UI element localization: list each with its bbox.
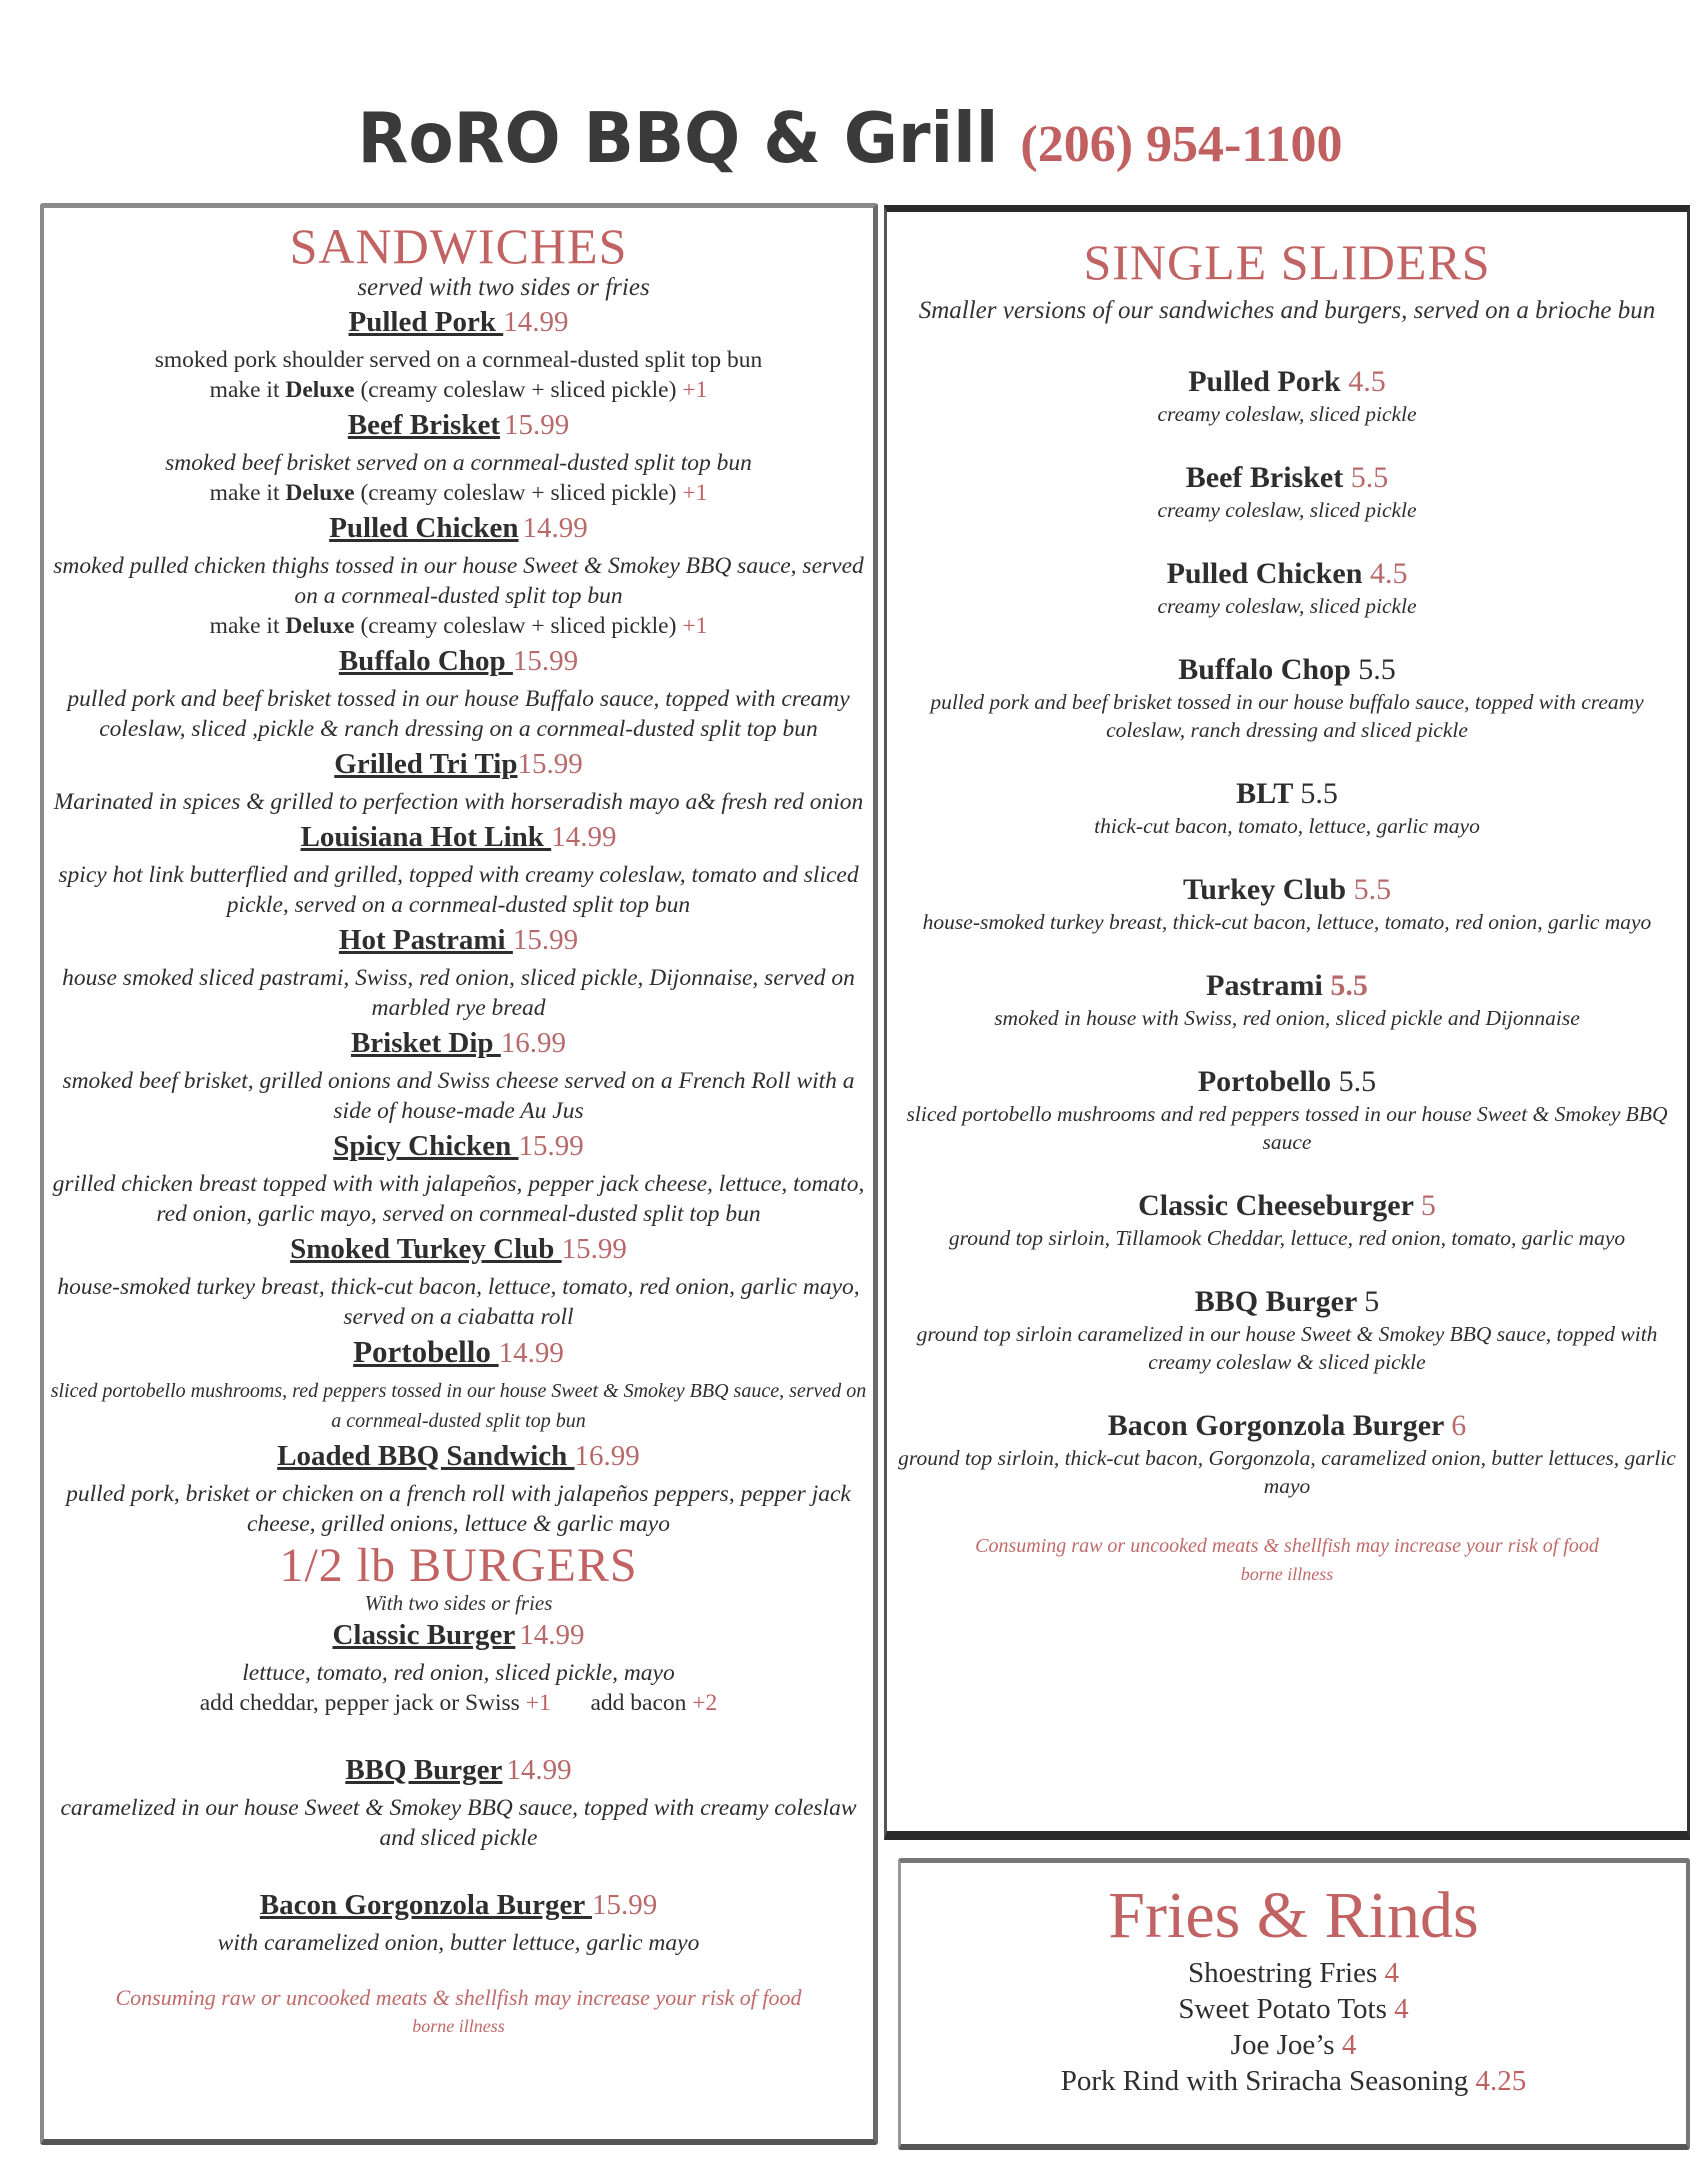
fries-item xyxy=(901,1955,1686,1991)
item-description: pulled pork and beef brisket tossed in our house Buffalo sauce, topped with creamy coleslaw, sliced ,pickle & ranch dressing on a cornmeal-dusted split top bun xyxy=(67,686,850,742)
menu-item xyxy=(44,643,873,744)
item-name: Bacon Gorgonzola Burger xyxy=(1107,1409,1452,1442)
item-name: Loaded BBQ Sandwich xyxy=(277,1440,575,1472)
slider-item xyxy=(887,1284,1687,1376)
slider-item xyxy=(887,556,1687,620)
item-price: 4 xyxy=(1394,1993,1409,2025)
item-description: caramelized in our house Sweet & Smokey BBQ sauce, topped with creamy coleslaw and sliced pickle xyxy=(60,1795,857,1851)
item-name: Spicy Chicken xyxy=(333,1130,519,1162)
item-price: 15.99 xyxy=(512,924,579,956)
food-safety-disclaimer: Consuming raw or uncooked meats & shellfish may increase your risk of food borne illness xyxy=(115,1985,802,2036)
item-description: smoked beef brisket, grilled onions and Swiss cheese served on a French Roll with a side of house-made Au Jus xyxy=(62,1068,855,1124)
item-price: 14.99 xyxy=(498,1337,564,1369)
deluxe-option: make it Deluxe (creamy coleslaw + sliced pickle) +1 xyxy=(209,480,708,506)
item-name: Hot Pastrami xyxy=(338,924,513,956)
item-price: 4.25 xyxy=(1475,2065,1527,2097)
item-name: Bacon Gorgonzola Burger xyxy=(259,1889,592,1921)
item-description: sliced portobello mushrooms, red peppers tossed in our house Sweet & Smokey BBQ sauce, served on a cornmeal-dusted split top bun xyxy=(50,1380,867,1432)
item-name: Smoked Turkey Club xyxy=(290,1233,562,1265)
slider-item xyxy=(887,776,1687,840)
item-price: 16.99 xyxy=(574,1440,640,1472)
menu-item xyxy=(44,1617,873,1718)
fries-title: Fries & Rinds xyxy=(1108,1879,1479,1952)
item-price: 15.99 xyxy=(591,1889,658,1921)
item-name: Portobello xyxy=(1197,1065,1339,1098)
menu-item xyxy=(44,1231,873,1332)
item-description: lettuce, tomato, red onion, sliced pickle, mayo xyxy=(242,1660,675,1686)
item-description: creamy coleslaw, sliced pickle xyxy=(1157,402,1417,426)
item-description: house-smoked turkey breast, thick-cut bacon, lettuce, tomato, red onion, garlic mayo xyxy=(922,910,1652,934)
burgers-subtitle: With two sides or fries xyxy=(364,1591,553,1615)
fries-item xyxy=(901,1991,1686,2027)
item-price: 5.5 xyxy=(1358,653,1396,686)
menu-item xyxy=(44,1025,873,1126)
deluxe-option: make it Deluxe (creamy coleslaw + sliced pickle) +1 xyxy=(209,377,708,403)
item-price: 14.99 xyxy=(506,1754,572,1786)
item-price: 5.5 xyxy=(1350,461,1389,494)
menu-item xyxy=(44,304,873,405)
item-price: 14.99 xyxy=(522,512,588,544)
item-name: Classic Burger xyxy=(332,1619,516,1651)
phone-number: (206) 954-1100 xyxy=(1020,116,1343,173)
item-price: 15.99 xyxy=(517,748,583,780)
slider-item xyxy=(887,364,1687,428)
slider-item xyxy=(887,1408,1687,1500)
item-price: 5.5 xyxy=(1330,969,1368,1002)
deluxe-option: make it Deluxe (creamy coleslaw + sliced pickle) +1 xyxy=(209,613,708,639)
food-safety-disclaimer: Consuming raw or uncooked meats & shellfish may increase your risk of food borne illness xyxy=(975,1535,1599,1584)
menu-item xyxy=(44,1438,873,1539)
item-name: BBQ Burger xyxy=(345,1754,503,1786)
item-name: Louisiana Hot Link xyxy=(300,821,552,853)
slider-item xyxy=(887,1064,1687,1156)
item-name: Grilled Tri Tip xyxy=(334,748,518,780)
sliders-subtitle: Smaller versions of our sandwiches and burgers, served on a brioche bun xyxy=(918,297,1656,324)
item-description: pulled pork, brisket or chicken on a french roll with jalapeños peppers, pepper jack cheese, grilled onions, lettuce & garlic mayo xyxy=(66,1481,851,1537)
item-price: 5.5 xyxy=(1300,777,1338,810)
item-price: 14.99 xyxy=(503,306,569,338)
item-price: 4 xyxy=(1384,1957,1400,1989)
item-price: 4.5 xyxy=(1348,365,1386,398)
item-description: Marinated in spices & grilled to perfection with horseradish mayo a& fresh red onion xyxy=(53,789,864,815)
menu-item xyxy=(44,1887,873,1958)
item-description: with caramelized onion, butter lettuce, garlic mayo xyxy=(217,1930,700,1956)
item-name: BLT xyxy=(1236,777,1301,810)
item-description: pulled pork and beef brisket tossed in our house buffalo sauce, topped with creamy coleslaw, ranch dressing and sliced pickle xyxy=(930,690,1644,742)
item-description: smoked beef brisket served on a cornmeal-dusted split top bun xyxy=(165,450,752,476)
addon-options: add cheddar, pepper jack or Swiss +1 add bacon +2 xyxy=(199,1690,718,1716)
item-price: 5.5 xyxy=(1338,1065,1377,1098)
item-price: 14.99 xyxy=(551,821,617,853)
fries-item xyxy=(901,2063,1686,2099)
item-description: smoked pulled chicken thighs tossed in our house Sweet & Smokey BBQ sauce, served on a cornmeal-dusted split top bun xyxy=(53,553,864,609)
slider-item xyxy=(887,460,1687,524)
item-name: Buffalo Chop xyxy=(1178,653,1359,686)
item-price: 5.5 xyxy=(1353,873,1392,906)
sandwiches-title: SANDWICHES xyxy=(289,218,628,274)
item-name: Pulled Pork xyxy=(348,306,504,338)
item-name: Pork Rind with Sriracha Seasoning xyxy=(1060,2065,1476,2097)
item-name: Portobello xyxy=(353,1334,499,1369)
item-price: 4 xyxy=(1341,2029,1357,2061)
item-price: 16.99 xyxy=(500,1027,567,1059)
item-description: house smoked sliced pastrami, Swiss, red onion, sliced pickle, Dijonnaise, served on marbled rye bread xyxy=(62,965,855,1021)
item-description: spicy hot link butterflied and grilled, topped with creamy coleslaw, tomato and sliced pickle, served on a cornmeal-dusted split top bun xyxy=(58,862,859,918)
item-price: 6 xyxy=(1451,1409,1467,1442)
menu-header xyxy=(0,100,1700,190)
item-name: Turkey Club xyxy=(1182,873,1354,906)
item-description: grilled chicken breast topped with with jalapeños, pepper jack cheese, lettuce, tomato, red onion, garlic mayo, served on cornmeal-dusted split top bun xyxy=(52,1171,865,1227)
menu-item xyxy=(44,819,873,920)
menu-item xyxy=(44,1128,873,1229)
menu-item xyxy=(44,1752,873,1853)
item-description: creamy coleslaw, sliced pickle xyxy=(1157,594,1417,618)
item-name: Buffalo Chop xyxy=(338,645,513,677)
item-price: 5 xyxy=(1420,1189,1436,1222)
item-name: Pulled Chicken xyxy=(1166,557,1370,590)
burgers-title: 1/2 lb BURGERS xyxy=(279,1539,638,1592)
item-name: BBQ Burger xyxy=(1194,1285,1365,1318)
item-price: 5 xyxy=(1364,1285,1380,1318)
sliders-title: SINGLE SLIDERS xyxy=(1083,234,1491,290)
item-name: Beef Brisket xyxy=(1185,461,1351,494)
item-price: 15.99 xyxy=(518,1130,584,1162)
item-description: ground top sirloin, Tillamook Cheddar, lettuce, red onion, tomato, garlic mayo xyxy=(948,1226,1626,1250)
slider-item xyxy=(887,1188,1687,1252)
menu-item xyxy=(44,407,873,508)
item-description: creamy coleslaw, sliced pickle xyxy=(1157,498,1417,522)
sliders-panel xyxy=(884,205,1690,1840)
item-price: 15.99 xyxy=(561,1233,627,1265)
item-name: Pastrami xyxy=(1206,969,1331,1002)
menu-item xyxy=(44,510,873,641)
item-name: Pulled Chicken xyxy=(329,512,519,544)
menu-item xyxy=(44,1334,873,1436)
item-description: sliced portobello mushrooms and red peppers tossed in our house Sweet & Smokey BBQ sauce xyxy=(906,1102,1668,1154)
item-description: smoked in house with Swiss, red onion, sliced pickle and Dijonnaise xyxy=(994,1006,1580,1030)
fries-rinds-panel xyxy=(898,1858,1690,2150)
restaurant-name: RoRO BBQ & Grill xyxy=(357,98,999,179)
item-name: Joe Joe’s xyxy=(1230,2029,1342,2061)
fries-item xyxy=(901,2027,1686,2063)
item-price: 14.99 xyxy=(519,1619,585,1651)
item-description: thick-cut bacon, tomato, lettuce, garlic mayo xyxy=(1094,814,1480,838)
item-description: house-smoked turkey breast, thick-cut bacon, lettuce, tomato, red onion, garlic mayo, served on a ciabatta roll xyxy=(57,1274,860,1330)
slider-item xyxy=(887,652,1687,744)
sandwiches-burgers-panel xyxy=(40,203,878,2145)
item-name: Beef Brisket xyxy=(347,409,500,441)
item-name: Shoestring Fries xyxy=(1187,1957,1385,1989)
slider-item xyxy=(887,872,1687,936)
item-price: 15.99 xyxy=(512,645,579,677)
item-name: Sweet Potato Tots xyxy=(1178,1993,1395,2025)
slider-item xyxy=(887,968,1687,1032)
item-description: ground top sirloin, thick-cut bacon, Gorgonzola, caramelized onion, butter lettuces, garlic mayo xyxy=(898,1446,1676,1498)
menu-item xyxy=(44,922,873,1023)
item-description: smoked pork shoulder served on a cornmeal-dusted split top bun xyxy=(154,347,763,373)
menu-item xyxy=(44,746,873,817)
item-name: Brisket Dip xyxy=(350,1027,501,1059)
item-price: 15.99 xyxy=(503,409,570,441)
item-name: Pulled Pork xyxy=(1188,365,1349,398)
sandwiches-subtitle: served with two sides or fries xyxy=(357,274,650,301)
item-price: 4.5 xyxy=(1369,557,1408,590)
item-description: ground top sirloin caramelized in our house Sweet & Smokey BBQ sauce, topped with creamy coleslaw & sliced pickle xyxy=(916,1322,1658,1374)
item-name: Classic Cheeseburger xyxy=(1138,1189,1421,1222)
